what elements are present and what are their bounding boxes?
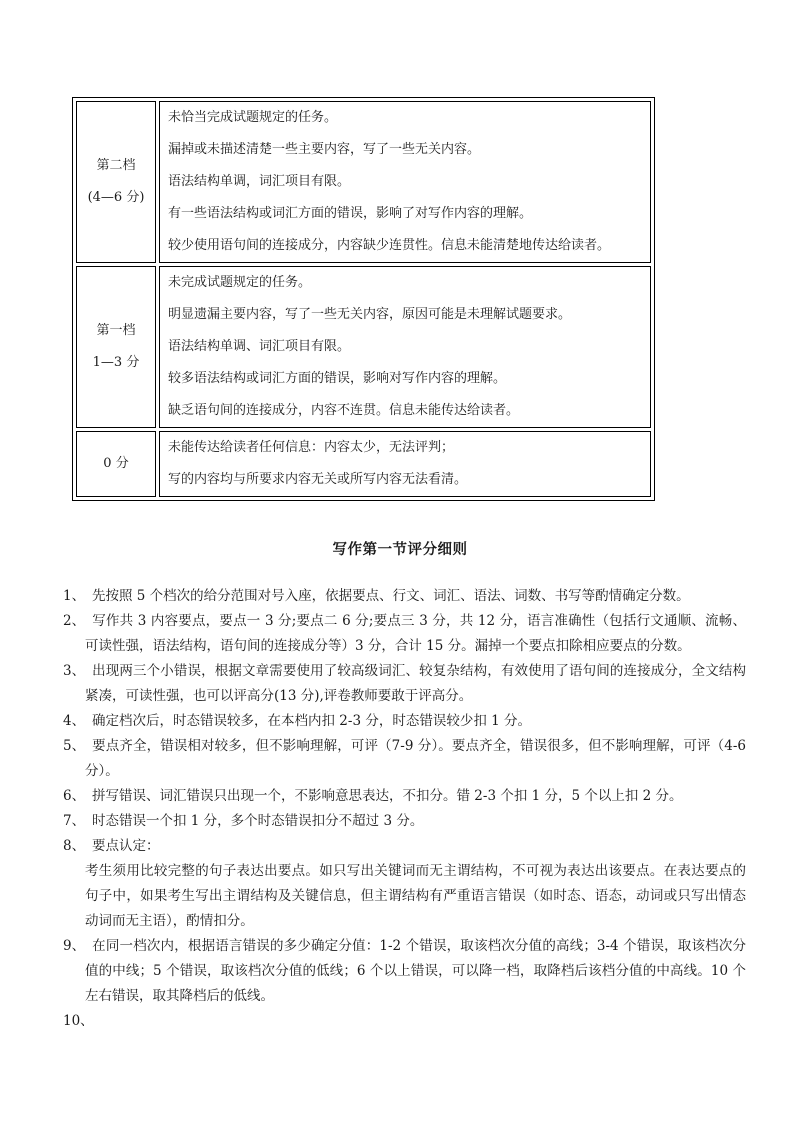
criteria-line: 未恰当完成试题规定的任务。 <box>168 110 338 125</box>
criteria-line: 明显遗漏主要内容，写了一些无关内容，原因可能是未理解试题要求。 <box>168 307 572 322</box>
item-text: 在同一档次内，根据语言错误的多少确定分值：1-2 个错误，取该档次分值的高线；3-4 个错误，取该档次分值的中线；5 个错误，取该档次分值的低线；6 个以上错误，可以降一档，取降档后该档分值的中高线。10 个左右错误，取其降档后的低线。 <box>85 938 746 1004</box>
item-text: 确定档次后，时态错误较多，在本档内扣 2-3 分，时态错误较少扣 1 分。 <box>92 713 531 729</box>
criteria-line: 未能传达给读者任何信息：内容太少，无法评判； <box>168 440 455 455</box>
grade-label: 0 分 <box>103 456 129 471</box>
rule-item <box>63 584 746 609</box>
item-number: 8、 <box>63 838 86 854</box>
item-text: 写作共 3 内容要点，要点一 3 分;要点二 6 分;要点三 3 分，共 12 分，语言准确性（包括行文通顺、流畅、可读性强，语法结构，语句间的连接成分等）3 分，合计 15 分。漏掉一个要点扣除相应要点的分数。 <box>85 613 746 654</box>
grade-range: 1—3 分 <box>92 355 140 370</box>
grade-cell <box>76 266 156 428</box>
table-row <box>76 431 651 497</box>
criteria-cell <box>159 266 651 428</box>
section-title: 写作第一节评分细则 <box>332 541 468 558</box>
item-number: 5、 <box>63 738 86 754</box>
criteria-line: 写的内容均与所要求内容无关或所写内容无法看清。 <box>168 472 468 487</box>
criteria-line: 较多语法结构或词汇方面的错误，影响对写作内容的理解。 <box>168 371 507 386</box>
criteria-line: 缺乏语句间的连接成分，内容不连贯。信息未能传达给读者。 <box>168 403 520 418</box>
item-text: 时态错误一个扣 1 分，多个时态错误扣分不超过 3 分。 <box>92 813 424 829</box>
item-text: 拼写错误、词汇错误只出现一个，不影响意思表达，不扣分。错 2-3 个扣 1 分，5 个以上扣 2 分。 <box>92 788 683 804</box>
item-number: 1、 <box>63 588 86 604</box>
rule-item <box>63 1009 746 1034</box>
rubric-table <box>72 97 655 501</box>
criteria-line: 语法结构单调，词汇项目有限。 <box>168 174 351 189</box>
rule-item <box>63 609 746 659</box>
item-sub-text: 考生须用比较完整的句子表达出要点。如只写出关键词而无主谓结构，不可视为表达出该要点。在表达要点的句子中，如果考生写出主谓结构及关键信息，但主谓结构有严重语言错误（如时态、语态，动词或只写出情态动词而无主语），酌情扣分。 <box>85 863 746 929</box>
item-text: 要点齐全，错误相对较多，但不影响理解，可评（7-9 分）。要点齐全，错误很多，但不影响理解，可评（4-6 分）。 <box>85 738 746 779</box>
item-number: 2、 <box>63 613 86 629</box>
rule-item <box>63 809 746 834</box>
table-row <box>76 266 651 428</box>
criteria-cell <box>159 431 651 497</box>
criteria-line: 较少使用语句间的连接成分，内容缺少连贯性。信息未能清楚地传达给读者。 <box>168 238 611 253</box>
item-text: 要点认定： <box>92 838 160 854</box>
item-number: 6、 <box>63 788 86 804</box>
criteria-line: 有一些语法结构或词汇方面的错误，影响了对写作内容的理解。 <box>168 206 533 221</box>
rule-item <box>63 834 746 934</box>
rule-item <box>63 734 746 784</box>
table-row <box>76 101 651 263</box>
item-number: 7、 <box>63 813 86 829</box>
item-text: 先按照 5 个档次的给分范围对号入座，依据要点、行文、词汇、语法、词数、书写等酌情确定分数。 <box>92 588 690 604</box>
criteria-line: 漏掉或未描述清楚一些主要内容，写了一些无关内容。 <box>168 142 481 157</box>
grade-range: (4—6 分) <box>87 190 145 205</box>
criteria-line: 未完成试题规定的任务。 <box>168 275 312 290</box>
rule-item <box>63 934 746 1009</box>
item-number: 9、 <box>63 938 86 954</box>
rule-item <box>63 659 746 709</box>
criteria-cell <box>159 101 651 263</box>
grade-cell <box>76 101 156 263</box>
grade-cell <box>76 431 156 497</box>
rule-item <box>63 784 746 809</box>
rules-list <box>63 584 746 1034</box>
item-text: 出现两三个小错误，根据文章需要使用了较高级词汇、较复杂结构，有效使用了语句间的连接成分，全文结构紧凑，可读性强，也可以评高分(13 分),评卷教师要敢于评高分。 <box>85 663 746 704</box>
item-number: 4、 <box>63 713 86 729</box>
item-number: 10、 <box>63 1013 94 1029</box>
rule-item <box>63 709 746 734</box>
grade-label: 第一档 <box>96 323 136 338</box>
item-number: 3、 <box>63 663 86 679</box>
criteria-line: 语法结构单调、词汇项目有限。 <box>168 339 351 354</box>
grade-label: 第二档 <box>96 158 136 173</box>
